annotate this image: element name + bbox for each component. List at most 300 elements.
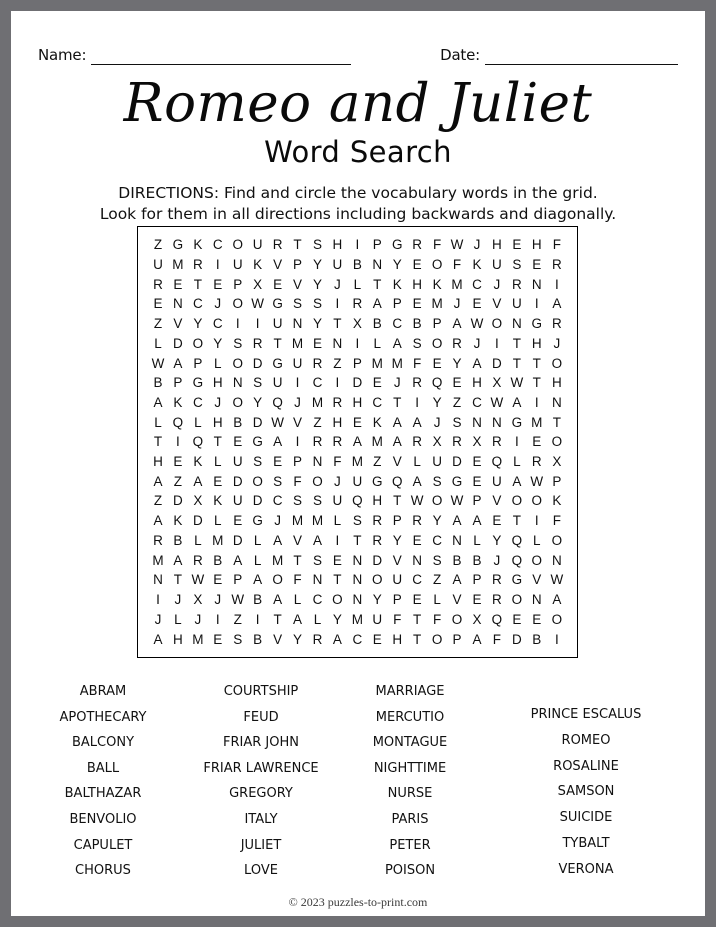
letter-cell[interactable]: J [214,592,222,607]
letter-cell[interactable]: I [156,592,160,607]
letter-cell[interactable]: R [552,316,562,332]
letter-cell[interactable]: X [552,454,562,470]
letter-cell[interactable]: W [450,493,464,509]
letter-cell[interactable]: Y [432,513,442,529]
letter-cell[interactable]: I [295,434,300,450]
letter-cell[interactable]: R [192,257,203,273]
letter-cell[interactable]: U [332,493,343,509]
letter-cell[interactable]: I [255,316,260,332]
date-write-line[interactable] [485,48,678,65]
letter-cell[interactable]: T [512,335,521,351]
letter-cell[interactable]: P [233,572,243,588]
letter-cell[interactable]: H [372,493,383,509]
letter-cell[interactable]: L [253,552,262,568]
letter-cell[interactable]: Y [432,394,442,410]
letter-cell[interactable]: H [153,454,163,470]
letter-cell[interactable]: R [153,532,163,548]
letter-cell[interactable]: D [252,355,263,371]
letter-cell[interactable]: E [233,434,243,450]
letter-cell[interactable]: T [413,611,422,627]
letter-cell[interactable]: A [452,572,462,588]
letter-cell[interactable]: O [551,355,563,371]
letter-cell[interactable]: M [212,532,224,548]
letter-cell[interactable]: H [392,631,403,647]
letter-cell[interactable]: S [312,237,322,253]
letter-cell[interactable]: B [352,257,362,273]
letter-cell[interactable]: N [312,572,323,588]
letter-cell[interactable]: O [431,335,443,351]
letter-cell[interactable]: J [174,592,182,607]
letter-cell[interactable]: A [512,473,522,489]
letter-cell[interactable]: Y [332,611,342,627]
letter-cell[interactable]: Y [392,532,402,548]
letter-cell[interactable]: N [531,276,542,292]
letter-cell[interactable]: C [272,493,283,509]
letter-cell[interactable]: Y [312,276,322,292]
letter-cell[interactable]: L [154,335,162,351]
letter-cell[interactable]: A [233,552,243,568]
letter-cell[interactable]: F [413,355,422,371]
letter-cell[interactable]: M [371,355,383,371]
letter-cell[interactable]: G [372,473,383,489]
letter-cell[interactable]: I [534,513,539,529]
letter-cell[interactable]: E [472,454,482,470]
letter-cell[interactable]: O [372,572,383,588]
letter-cell[interactable]: Z [333,355,342,371]
letter-cell[interactable]: K [173,394,183,410]
letter-cell[interactable]: E [532,434,542,450]
letter-cell[interactable]: J [294,394,301,410]
letter-cell[interactable]: I [335,296,340,312]
letter-cell[interactable]: R [372,513,383,529]
letter-cell[interactable]: L [433,592,441,607]
letter-cell[interactable]: A [153,473,163,489]
letter-cell[interactable]: W [470,316,484,332]
letter-cell[interactable]: F [432,237,442,253]
letter-cell[interactable]: J [453,296,461,312]
letter-cell[interactable]: B [153,375,163,391]
letter-cell[interactable]: Q [391,473,403,489]
letter-cell[interactable]: J [154,611,162,627]
letter-cell[interactable]: K [472,257,482,273]
letter-cell[interactable]: U [492,257,502,273]
letter-cell[interactable]: U [232,257,243,273]
letter-cell[interactable]: N [492,414,502,430]
letter-cell[interactable]: D [252,414,263,430]
letter-cell[interactable]: V [392,454,402,470]
letter-cell[interactable]: H [472,375,482,391]
letter-cell[interactable]: O [531,552,543,568]
letter-cell[interactable]: E [213,631,223,647]
letter-cell[interactable]: U [292,355,303,371]
letter-cell[interactable]: G [391,237,403,253]
letter-cell[interactable]: A [372,296,382,312]
letter-cell[interactable]: D [232,532,243,548]
letter-cell[interactable]: Q [272,394,283,410]
letter-cell[interactable]: H [332,237,343,253]
letter-cell[interactable]: D [173,493,183,509]
letter-cell[interactable]: A [173,355,183,371]
letter-cell[interactable]: Q [192,434,204,450]
letter-cell[interactable]: I [534,296,539,312]
letter-cell[interactable]: Y [253,394,263,410]
letter-cell[interactable]: J [433,414,441,430]
letter-cell[interactable]: A [253,572,263,588]
letter-cell[interactable]: Q [491,454,503,470]
letter-cell[interactable]: F [333,454,342,470]
letter-cell[interactable]: L [333,513,342,529]
letter-cell[interactable]: T [153,434,163,450]
letter-cell[interactable]: A [153,513,163,529]
letter-cell[interactable]: G [511,572,523,588]
letter-cell[interactable]: U [352,473,363,489]
letter-cell[interactable]: E [372,375,382,391]
letter-cell[interactable]: A [552,296,562,312]
letter-cell[interactable]: Z [452,394,462,410]
letter-cell[interactable]: M [451,276,463,292]
letter-cell[interactable]: O [232,296,243,312]
letter-cell[interactable]: V [293,414,303,430]
letter-cell[interactable]: W [530,473,544,489]
letter-cell[interactable]: P [173,375,183,391]
letter-cell[interactable]: O [332,592,343,607]
letter-cell[interactable]: L [313,611,322,627]
letter-cell[interactable]: E [472,592,482,607]
letter-cell[interactable]: O [491,316,503,332]
letter-cell[interactable]: S [512,257,522,273]
letter-cell[interactable]: I [215,611,220,627]
letter-cell[interactable]: P [193,355,203,371]
letter-cell[interactable]: N [412,552,423,568]
letter-cell[interactable]: X [193,493,203,509]
letter-cell[interactable]: S [233,631,243,647]
letter-cell[interactable]: Y [392,257,402,273]
letter-cell[interactable]: F [552,513,561,529]
letter-cell[interactable]: C [212,237,223,253]
letter-cell[interactable]: A [412,414,422,430]
letter-cell[interactable]: N [472,414,482,430]
letter-cell[interactable]: O [431,493,443,509]
letter-cell[interactable]: M [351,611,363,627]
letter-cell[interactable]: D [232,473,243,489]
letter-cell[interactable]: R [252,335,263,351]
letter-cell[interactable]: G [272,296,283,312]
letter-cell[interactable]: U [392,572,403,588]
letter-cell[interactable]: O [272,572,283,588]
letter-cell[interactable]: E [472,296,482,312]
letter-cell[interactable]: X [472,434,482,450]
letter-cell[interactable]: O [551,532,563,548]
letter-cell[interactable]: X [352,316,362,332]
letter-cell[interactable]: Q [352,493,363,509]
letter-cell[interactable]: Z [432,572,442,588]
letter-cell[interactable]: E [512,611,522,627]
letter-cell[interactable]: E [472,473,482,489]
letter-cell[interactable]: I [534,394,539,410]
letter-cell[interactable]: T [353,532,362,548]
letter-cell[interactable]: P [372,237,382,253]
letter-cell[interactable]: L [413,454,421,470]
letter-cell[interactable]: E [512,237,522,253]
letter-cell[interactable]: U [153,257,163,273]
letter-cell[interactable]: V [492,296,502,312]
letter-cell[interactable]: T [373,276,382,292]
letter-cell[interactable]: P [452,631,462,647]
letter-cell[interactable]: I [295,375,300,391]
letter-cell[interactable]: Y [312,257,322,273]
letter-cell[interactable]: C [372,394,383,410]
letter-cell[interactable]: R [412,434,423,450]
letter-cell[interactable]: J [493,276,501,292]
letter-cell[interactable]: M [311,513,324,529]
letter-cell[interactable]: K [372,414,382,430]
letter-cell[interactable]: O [551,611,563,627]
letter-cell[interactable]: O [252,473,263,489]
letter-cell[interactable]: X [492,375,502,391]
letter-cell[interactable]: L [293,592,302,607]
letter-cell[interactable]: S [253,454,263,470]
letter-cell[interactable]: G [192,375,204,391]
letter-cell[interactable]: M [172,257,184,273]
letter-cell[interactable]: S [273,473,283,489]
letter-cell[interactable]: I [554,631,559,647]
letter-cell[interactable]: A [452,316,462,332]
letter-cell[interactable]: A [352,434,362,450]
letter-cell[interactable]: S [312,552,322,568]
letter-cell[interactable]: V [273,631,283,647]
letter-cell[interactable]: T [333,316,342,332]
letter-cell[interactable]: N [452,532,462,548]
letter-cell[interactable]: B [532,631,542,647]
letter-cell[interactable]: F [293,473,302,489]
letter-cell[interactable]: G [172,237,184,253]
letter-cell[interactable]: R [352,296,363,312]
letter-cell[interactable]: V [452,592,462,607]
letter-cell[interactable]: M [271,552,284,568]
letter-cell[interactable]: N [552,394,562,410]
letter-cell[interactable]: P [552,473,562,489]
letter-cell[interactable]: O [451,611,463,627]
letter-cell[interactable]: P [472,572,482,588]
letter-cell[interactable]: I [415,394,420,410]
letter-cell[interactable]: Q [511,532,523,548]
letter-cell[interactable]: A [412,473,422,489]
letter-cell[interactable]: D [372,552,383,568]
letter-cell[interactable]: E [492,513,502,529]
letter-cell[interactable]: A [472,631,482,647]
letter-cell[interactable]: P [392,513,402,529]
letter-cell[interactable]: U [372,611,383,627]
letter-cell[interactable]: A [273,434,283,450]
letter-cell[interactable]: V [492,493,502,509]
letter-cell[interactable]: I [355,335,360,351]
letter-cell[interactable]: E [412,532,422,548]
letter-cell[interactable]: O [312,473,323,489]
letter-cell[interactable]: T [552,414,561,430]
letter-cell[interactable]: Q [511,552,523,568]
letter-cell[interactable]: J [393,375,401,391]
letter-cell[interactable]: O [232,237,243,253]
letter-cell[interactable]: W [251,296,265,312]
letter-cell[interactable]: B [253,631,263,647]
letter-cell[interactable]: G [252,513,263,529]
letter-cell[interactable]: V [392,552,402,568]
letter-cell[interactable]: Z [233,611,242,627]
letter-cell[interactable]: E [213,276,223,292]
letter-cell[interactable]: F [432,611,442,627]
letter-cell[interactable]: N [352,592,363,607]
letter-cell[interactable]: B [173,532,183,548]
letter-cell[interactable]: N [352,572,363,588]
letter-cell[interactable]: R [312,434,323,450]
letter-cell[interactable]: T [293,552,302,568]
letter-cell[interactable]: C [392,316,403,332]
letter-cell[interactable]: I [495,335,499,351]
letter-cell[interactable]: W [510,375,524,391]
letter-cell[interactable]: H [332,414,343,430]
letter-cell[interactable]: S [432,473,442,489]
letter-cell[interactable]: M [152,552,164,568]
letter-cell[interactable]: R [552,257,562,273]
letter-cell[interactable]: N [352,552,363,568]
letter-cell[interactable]: L [174,611,182,627]
letter-cell[interactable]: T [532,375,541,391]
letter-cell[interactable]: S [233,335,243,351]
letter-cell[interactable]: I [355,237,360,253]
letter-cell[interactable]: P [293,257,303,273]
letter-cell[interactable]: Z [373,454,382,470]
letter-cell[interactable]: O [232,355,243,371]
letter-cell[interactable]: F [452,257,462,273]
letter-cell[interactable]: T [193,276,202,292]
letter-cell[interactable]: E [153,296,163,312]
letter-cell[interactable]: A [153,394,163,410]
letter-cell[interactable]: V [273,257,283,273]
letter-cell[interactable]: U [432,454,442,470]
letter-cell[interactable]: H [531,335,542,351]
letter-cell[interactable]: L [253,532,262,548]
letter-cell[interactable]: I [235,316,240,332]
letter-cell[interactable]: T [273,611,282,627]
letter-cell[interactable]: C [472,276,482,292]
letter-cell[interactable]: Y [213,335,223,351]
letter-cell[interactable]: I [514,434,519,450]
letter-cell[interactable]: B [233,414,243,430]
letter-cell[interactable]: R [452,335,462,351]
letter-cell[interactable]: Z [153,316,163,332]
letter-cell[interactable]: I [335,532,340,548]
letter-cell[interactable]: D [511,631,522,647]
word-search-grid[interactable] [137,226,578,658]
letter-cell[interactable]: U [272,375,283,391]
letter-cell[interactable]: U [511,296,522,312]
letter-cell[interactable]: E [213,473,223,489]
letter-cell[interactable]: K [173,513,183,529]
letter-cell[interactable]: R [511,276,522,292]
letter-cell[interactable]: E [412,257,422,273]
letter-cell[interactable]: C [352,631,363,647]
letter-cell[interactable]: B [412,316,422,332]
letter-cell[interactable]: X [253,276,263,292]
letter-cell[interactable]: I [554,276,559,292]
letter-cell[interactable]: R [153,276,163,292]
letter-cell[interactable]: G [252,434,263,450]
letter-cell[interactable]: D [173,335,183,351]
letter-cell[interactable]: J [334,276,341,292]
letter-cell[interactable]: J [214,394,222,410]
letter-cell[interactable]: J [334,473,341,489]
letter-cell[interactable]: P [432,316,442,332]
letter-cell[interactable]: N [332,335,343,351]
letter-cell[interactable]: E [412,592,422,607]
letter-cell[interactable]: Z [313,414,322,430]
letter-cell[interactable]: A [173,552,183,568]
letter-cell[interactable]: P [293,454,303,470]
letter-cell[interactable]: C [312,592,323,607]
letter-cell[interactable]: T [213,434,222,450]
letter-cell[interactable]: O [431,631,443,647]
letter-cell[interactable]: L [353,276,362,292]
letter-cell[interactable]: R [492,592,502,607]
letter-cell[interactable]: K [193,454,203,470]
letter-cell[interactable]: C [192,296,203,312]
letter-cell[interactable]: E [532,611,542,627]
letter-cell[interactable]: U [272,316,283,332]
letter-cell[interactable]: W [450,237,464,253]
letter-cell[interactable]: L [513,454,521,470]
letter-cell[interactable]: H [412,276,423,292]
letter-cell[interactable]: P [392,296,402,312]
letter-cell[interactable]: T [512,513,521,529]
letter-cell[interactable]: C [432,532,442,548]
letter-cell[interactable]: Z [173,473,183,489]
letter-cell[interactable]: L [154,414,162,430]
letter-cell[interactable]: J [473,237,481,253]
letter-cell[interactable]: R [372,532,383,548]
letter-cell[interactable]: M [371,434,383,450]
letter-cell[interactable]: Z [153,493,163,509]
letter-cell[interactable]: F [293,572,302,588]
letter-cell[interactable]: L [473,532,481,548]
letter-cell[interactable]: E [173,276,183,292]
letter-cell[interactable]: J [473,335,481,351]
letter-cell[interactable]: N [531,592,542,607]
letter-cell[interactable]: O [551,434,563,450]
letter-cell[interactable]: F [393,611,402,627]
letter-cell[interactable]: S [293,493,303,509]
letter-cell[interactable]: V [173,316,183,332]
letter-cell[interactable]: Y [293,631,303,647]
letter-cell[interactable]: B [472,552,482,568]
letter-cell[interactable]: S [432,552,442,568]
letter-cell[interactable]: R [312,355,323,371]
letter-cell[interactable]: M [291,335,304,351]
letter-cell[interactable]: L [373,335,382,351]
letter-cell[interactable]: I [215,257,220,273]
letter-cell[interactable]: A [392,414,402,430]
letter-cell[interactable]: U [232,493,243,509]
letter-cell[interactable]: X [193,592,203,607]
letter-cell[interactable]: G [531,316,543,332]
letter-cell[interactable]: E [233,513,243,529]
letter-cell[interactable]: W [490,394,504,410]
letter-cell[interactable]: N [552,552,562,568]
letter-cell[interactable]: O [232,394,243,410]
letter-cell[interactable]: B [213,552,223,568]
letter-cell[interactable]: I [176,434,180,450]
letter-cell[interactable]: D [452,454,462,470]
letter-cell[interactable]: X [432,434,442,450]
